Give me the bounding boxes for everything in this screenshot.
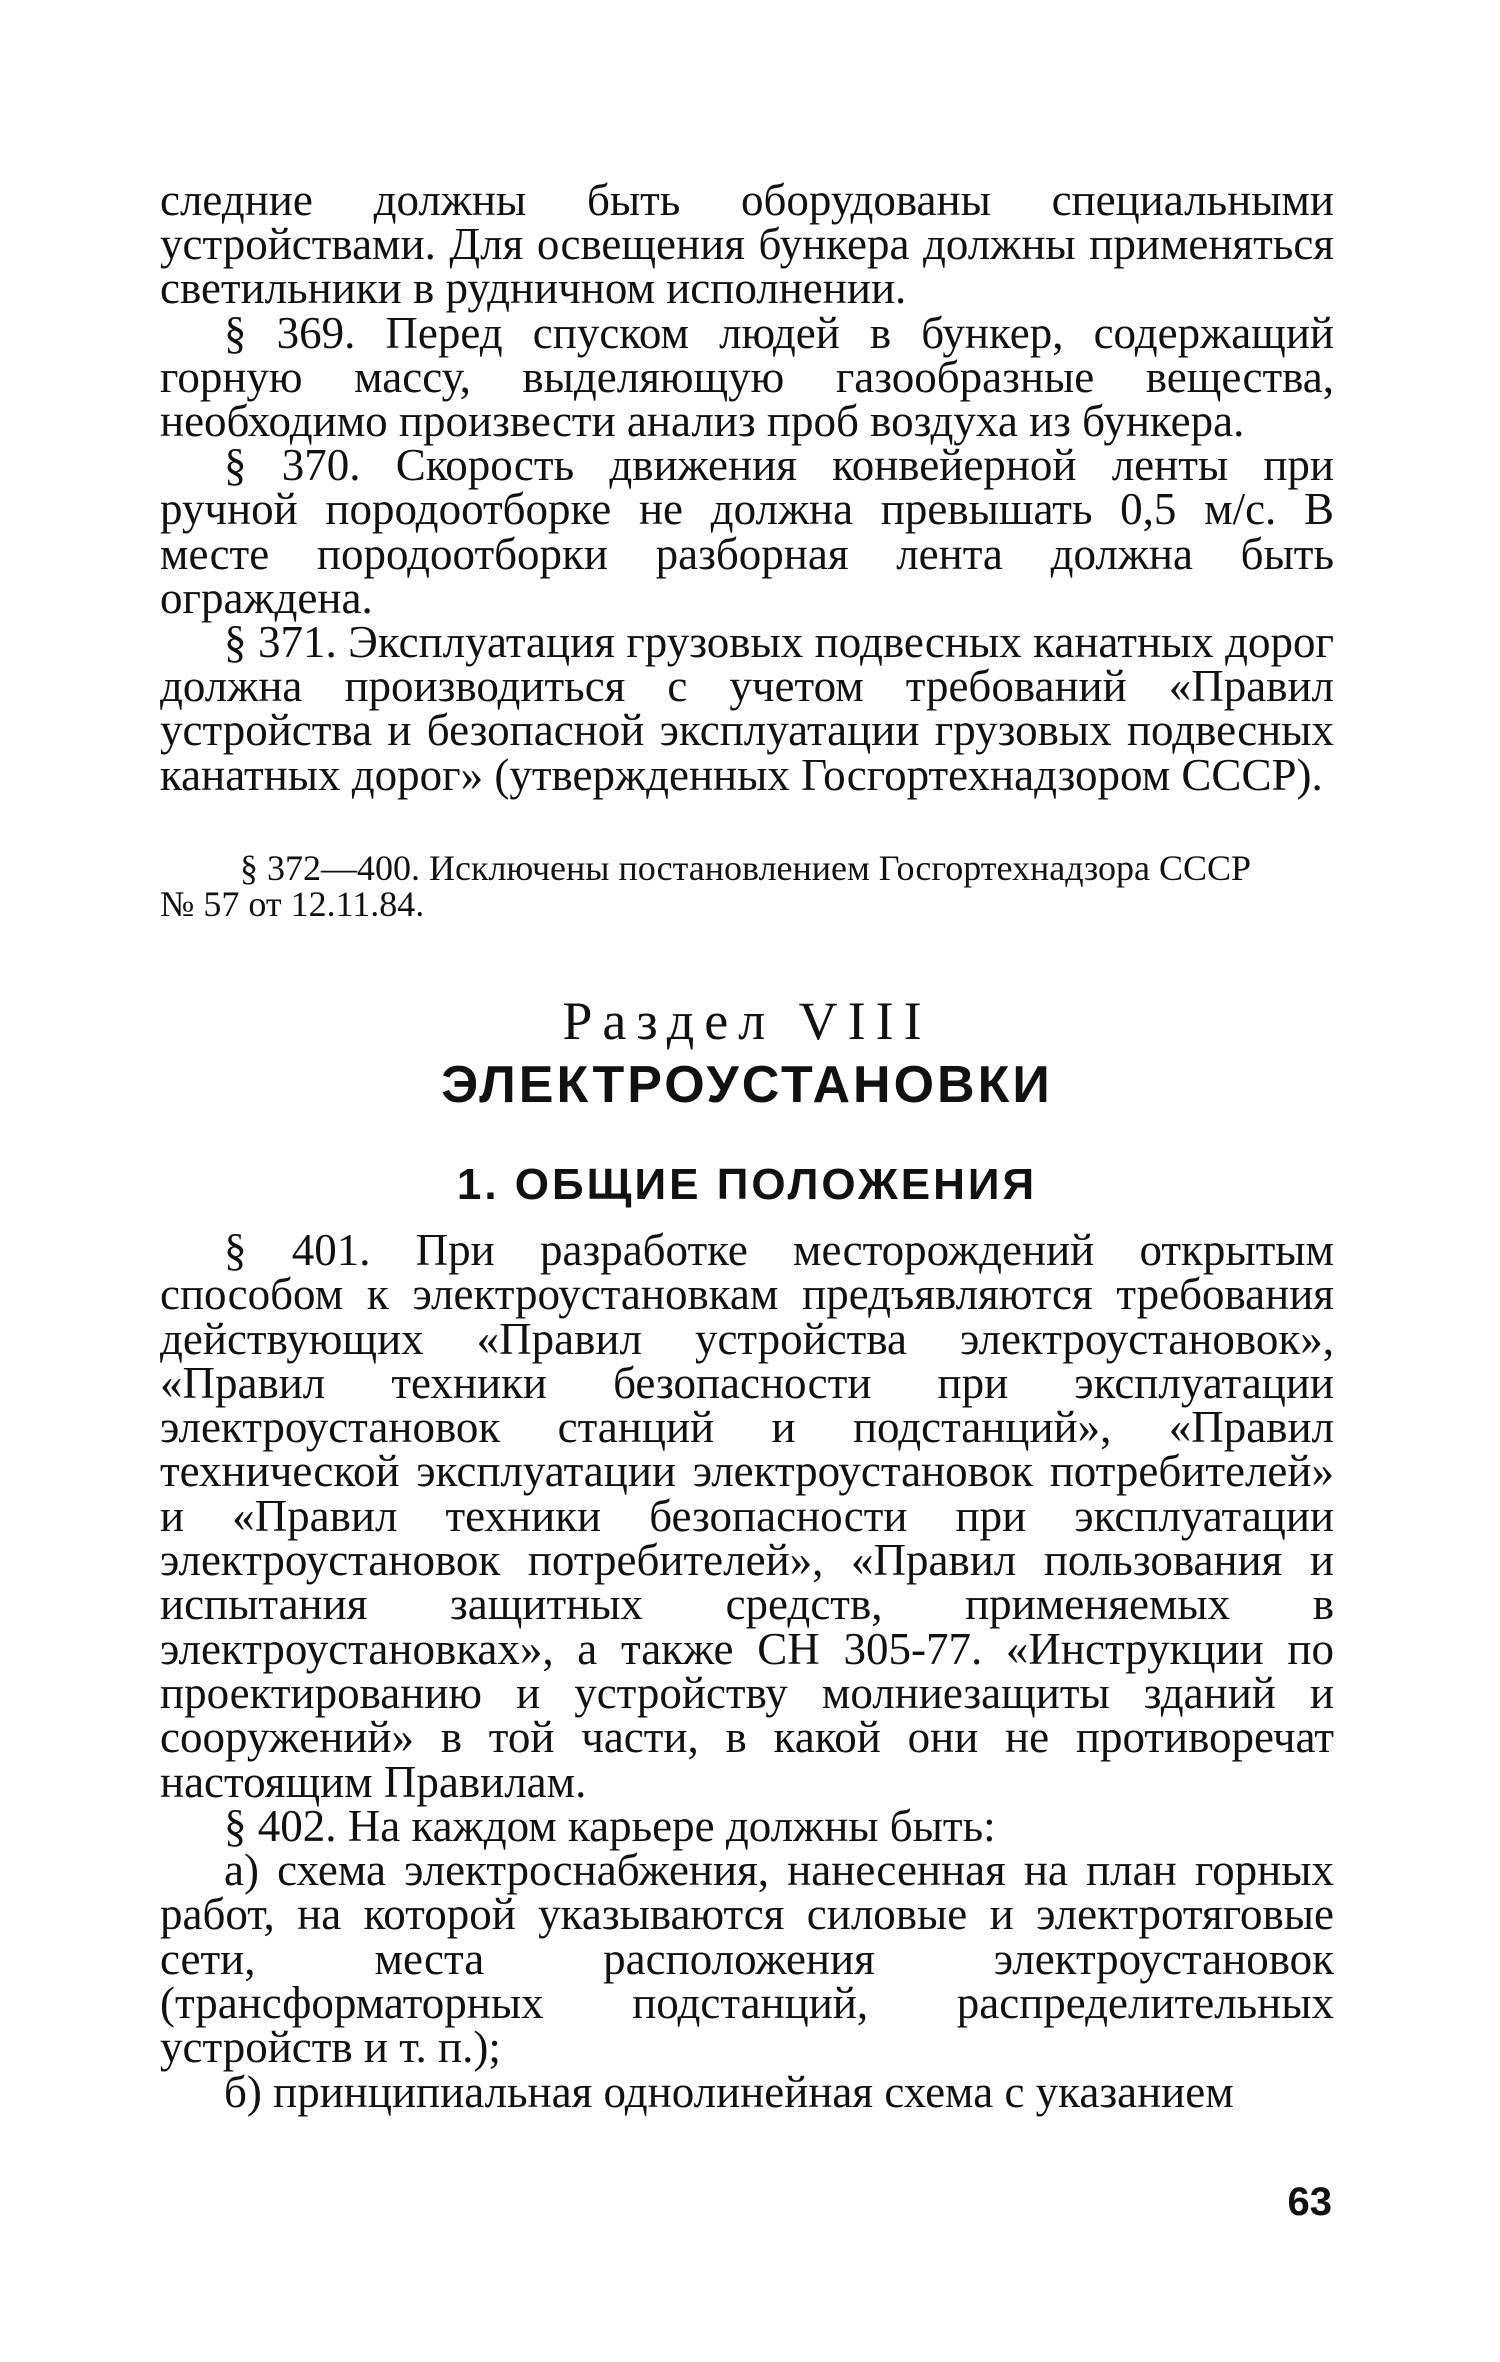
- section-name: ЭЛЕКТРОУСТАНОВКИ: [441, 1056, 1053, 1114]
- paragraph-401: § 401. При разработке месторождений открытым способом к электроустановкам предъявляются требования действующих «Правил устройства электроустановок», «Правил техники безопасности при эксплуатации электроустановок станций и подстанций», «Правил технической эксплуатации электроустановок потребителей» и «Правил техники безопасности при эксплуатации электроустановок потребителей», «Правил пользования и испытания защитных средств, применяемых в электроустановках», а также СН 305-77. «Инструкции по проектированию и устройству молниезащиты зданий и сооружений» в той части, в какой они не противоречат настоящим Правилам.: [160, 1225, 1334, 1807]
- note-line-2: № 57 от 12.11.84.: [160, 884, 425, 924]
- list-item-b: б) принципиальная однолинейная схема с указанием: [224, 2066, 1234, 2117]
- paragraph-370: § 370. Скорость движения конвейерной ленты при ручной породоотборке не должна превышать 0,5 м/с. В месте породоотборки разборная лента должна быть ограждена.: [160, 440, 1334, 623]
- paragraph-369: § 369. Перед спуском людей в бункер, содержащий горную массу, выделяющую газообразные вещества, необходимо произвести анализ проб воздуха из бункера.: [160, 307, 1334, 447]
- paragraph-402: § 402. На каждом карьере должны быть:: [224, 1800, 996, 1851]
- paragraph-371: § 371. Эксплуатация грузовых подвесных канатных дорог должна производиться с учетом требований «Правил устройства и безопасной эксплуатации грузовых подвесных канатных дорог» (утвержденных Госгортехнадзором СССР).: [160, 617, 1334, 800]
- subsection-heading: 1. ОБЩИЕ ПОЛОЖЕНИЯ: [456, 1160, 1038, 1209]
- footnote-excluded: [160, 848, 1330, 924]
- paragraph-continuation: следние должны быть оборудованы специальными устройствами. Для освещения бункера должны применяться светильники в рудничном исполнении.: [160, 175, 1334, 314]
- page-number: 63: [1287, 2180, 1332, 2224]
- section-title: Раздел VIII: [562, 991, 932, 1051]
- list-item-a: а) схема электроснабжения, нанесенная на план горных работ, на которой указываются силовые и электротяговые сети, места расположения электроустановок (трансформаторных подстанций, распределительных устройств и т. п.);: [160, 1845, 1334, 2073]
- note-line-1: § 372—400. Исключены постановлением Госгортехнадзора СССР: [240, 848, 1252, 888]
- main-text-block: [160, 1225, 1334, 2117]
- top-text-block: [160, 175, 1334, 800]
